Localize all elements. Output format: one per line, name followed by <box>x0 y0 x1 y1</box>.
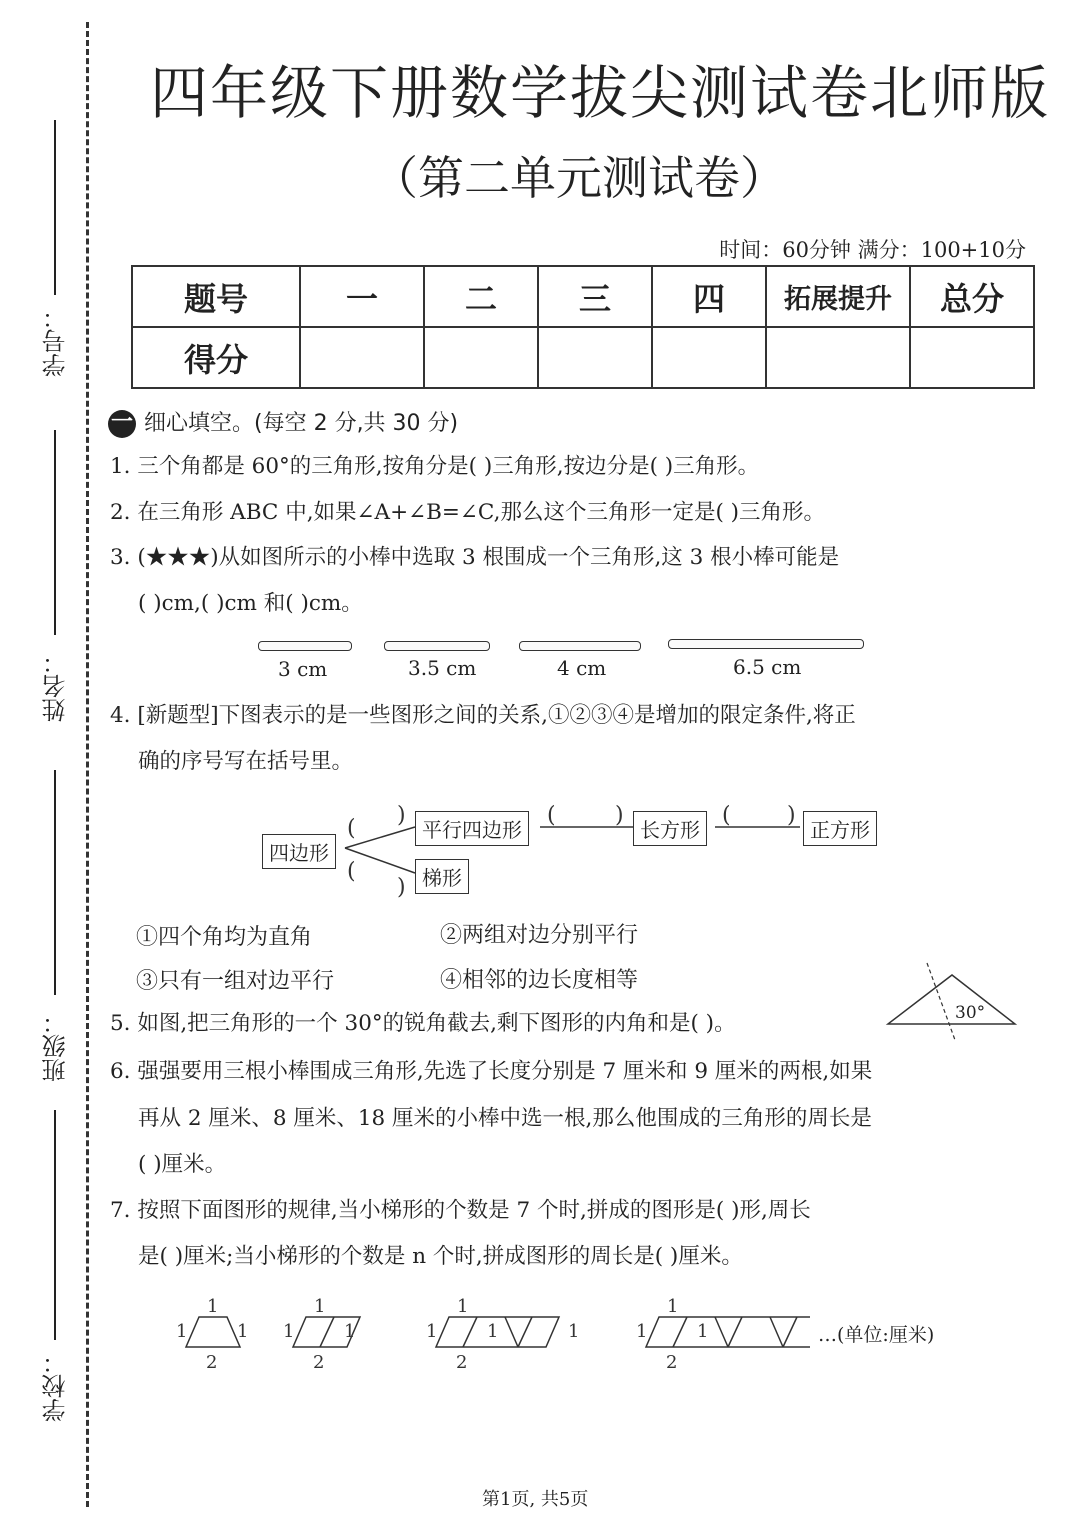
svg-text:1: 1 <box>667 1296 679 1317</box>
svg-text:1: 1 <box>487 1321 499 1342</box>
stick-4cm <box>519 641 641 651</box>
svg-text:1: 1 <box>568 1321 580 1342</box>
svg-text:): ) <box>397 803 406 828</box>
question-7-line2: 是( )厘米;当小梯形的个数是 n 个时,拼成图形的周长是( )厘米。 <box>138 1244 743 1269</box>
header-cell-3: 三 <box>538 266 652 327</box>
svg-text:1: 1 <box>426 1321 438 1342</box>
svg-text:1: 1 <box>207 1296 219 1317</box>
option-4: ④相邻的边长度相等 <box>440 968 639 993</box>
section-heading <box>108 406 458 438</box>
svg-text:): ) <box>615 803 624 828</box>
option-1: ①四个角均为直角 <box>136 925 313 950</box>
header-cell-1: 一 <box>300 266 424 327</box>
svg-text:(: ( <box>347 859 356 884</box>
svg-text:2: 2 <box>313 1352 325 1373</box>
question-4-line2: 确的序号写在括号里。 <box>138 749 354 774</box>
name-line <box>54 430 56 635</box>
question-1: 1. 三个角都是 60°的三角形,按角分是( )三角形,按边分是( )三角形。 <box>110 454 760 479</box>
score-table-score-row <box>132 327 1034 388</box>
score-cell[interactable] <box>766 327 910 388</box>
question-4-line1: 4. [新题型]下图表示的是一些图形之间的关系,①②③④是增加的限定条件,将正 <box>110 703 856 728</box>
svg-text:1: 1 <box>283 1321 295 1342</box>
svg-text:2: 2 <box>206 1352 218 1373</box>
trapezoid-pattern-figure <box>170 1290 810 1380</box>
question-2: 2. 在三角形 ABC 中,如果∠A+∠B=∠C,那么这个三角形一定是( )三角形。 <box>110 500 826 525</box>
score-cell[interactable] <box>910 327 1034 388</box>
svg-text:2: 2 <box>666 1352 678 1373</box>
score-cell[interactable] <box>424 327 538 388</box>
svg-text:1: 1 <box>457 1296 469 1317</box>
class-line <box>54 770 56 995</box>
score-cell[interactable] <box>538 327 652 388</box>
exam-meta: 时间：60分钟 满分：100+10分 <box>719 238 1026 262</box>
section-title: 细心填空。(每空 2 分,共 30 分) <box>144 411 459 436</box>
box-square: 正方形 <box>803 811 877 846</box>
option-3: ③只有一组对边平行 <box>136 969 335 994</box>
student-id-line <box>54 120 56 295</box>
shape-relation-diagram <box>255 800 895 900</box>
question-3-line2: ( )cm,( )cm 和( )cm。 <box>138 591 363 616</box>
class-label: 班级： <box>42 1010 70 1082</box>
score-table-header-row <box>132 266 1034 327</box>
score-table <box>131 265 1035 389</box>
box-trapezoid: 梯形 <box>415 859 469 894</box>
question-6-line1: 6. 强强要用三根小棒围成三角形,先选了长度分别是 7 厘米和 9 厘米的两根,如果 <box>110 1059 873 1084</box>
box-parallelogram: 平行四边形 <box>415 811 529 846</box>
svg-text:1: 1 <box>344 1321 356 1342</box>
row-label-score: 得分 <box>132 327 300 388</box>
header-cell-2: 二 <box>424 266 538 327</box>
question-6-line2: 再从 2 厘米、8 厘米、18 厘米的小棒中选一根,那么他围成的三角形的周长是 <box>138 1106 872 1131</box>
score-cell[interactable] <box>300 327 424 388</box>
header-cell-4: 四 <box>652 266 766 327</box>
student-id-label: 学号： <box>42 305 70 377</box>
header-cell-extension: 拓展提升 <box>766 266 910 327</box>
question-3-line1: 3. (★★★)从如图所示的小棒中选取 3 根围成一个三角形,这 3 根小棒可能是 <box>110 545 840 570</box>
header-cell-number: 题号 <box>132 266 300 327</box>
page-subtitle: （第二单元测试卷） <box>372 151 786 205</box>
question-6-line3: ( )厘米。 <box>138 1152 227 1177</box>
stick-3-5cm <box>384 641 490 651</box>
page-title: 四年级下册数学拔尖测试卷北师版 <box>150 59 1051 127</box>
svg-text:(: ( <box>722 803 731 828</box>
svg-text:): ) <box>397 875 406 900</box>
unit-note: …(单位:厘米) <box>818 1324 935 1346</box>
page-number: 第1页, 共5页 <box>482 1489 589 1510</box>
svg-text:): ) <box>787 803 796 828</box>
box-quadrilateral: 四边形 <box>262 834 336 869</box>
svg-text:1: 1 <box>314 1296 326 1317</box>
question-5: 5. 如图,把三角形的一个 30°的锐角截去,剩下图形的内角和是( )。 <box>110 1011 736 1036</box>
school-label: 学校： <box>42 1350 70 1422</box>
svg-text:2: 2 <box>456 1352 468 1373</box>
school-line <box>54 1110 56 1340</box>
svg-text:1: 1 <box>176 1321 188 1342</box>
stick-label: 3.5 cm <box>408 656 477 680</box>
option-2: ②两组对边分别平行 <box>440 923 639 948</box>
binding-dashed-line <box>86 22 89 1507</box>
stick-label: 6.5 cm <box>733 655 802 679</box>
score-cell[interactable] <box>652 327 766 388</box>
svg-text:(: ( <box>547 803 556 828</box>
angle-label: 30° <box>955 1003 986 1023</box>
question-7-line1: 7. 按照下面图形的规律,当小梯形的个数是 7 个时,拼成的图形是( )形,周长 <box>110 1198 811 1223</box>
svg-text:1: 1 <box>237 1321 249 1342</box>
svg-text:1: 1 <box>636 1321 648 1342</box>
stick-3cm <box>258 641 352 651</box>
header-cell-total: 总分 <box>910 266 1034 327</box>
name-label: 姓名： <box>42 650 70 722</box>
box-rectangle: 长方形 <box>633 811 707 846</box>
section-number-badge: 一 <box>108 410 136 438</box>
stick-6-5cm <box>668 639 864 649</box>
svg-text:1: 1 <box>697 1321 709 1342</box>
svg-text:(: ( <box>347 816 356 841</box>
stick-label: 4 cm <box>557 656 607 680</box>
stick-label: 3 cm <box>278 657 328 681</box>
